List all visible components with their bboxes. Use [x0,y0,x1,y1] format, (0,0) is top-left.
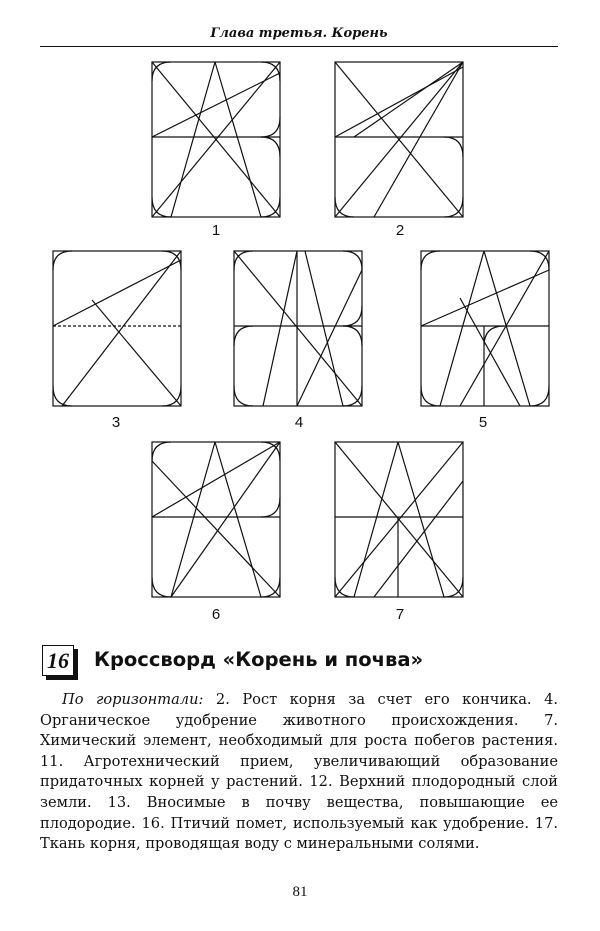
figure-7 [334,441,464,598]
figure-6 [151,441,281,598]
crossword-clues-paragraph [40,690,558,855]
figure-2 [334,61,464,218]
figure-2-label: 2 [395,222,405,239]
figure-3-label: 3 [111,414,121,431]
section-number-badge: 16 [42,645,74,676]
figure-7-label: 7 [395,606,405,623]
figure-5 [420,250,550,407]
clues-lead: По горизонтали: [62,691,204,708]
clues-text: 2. Рост корня за счет его кончика. 4. Органическое удобрение животного происхождения. 7. Химический элемент, необходимый для роста побегов растения. 11. Агротехнический прием, увеличивающий образование придаточных корней у растений. 12. Верхний плодородный слой земли. 13. Вносимые в почву вещества, повышающие ее плодородие. 16. Птичий помет, используемый как удобрение. 17. Ткань корня, проводящая воду с минеральными солями. [40,691,558,853]
figure-6-label: 6 [211,606,221,623]
figure-4-label: 4 [294,414,304,431]
page-number: 81 [292,884,308,900]
running-header: Глава третья. Корень [210,26,388,41]
figure-1-label: 1 [211,222,221,239]
figure-1 [151,61,281,218]
figure-3 [52,250,182,407]
header-rule [40,46,558,47]
figure-4 [233,250,363,407]
section-title: Кроссворд «Корень и почва» [94,648,424,671]
figure-5-label: 5 [478,414,488,431]
